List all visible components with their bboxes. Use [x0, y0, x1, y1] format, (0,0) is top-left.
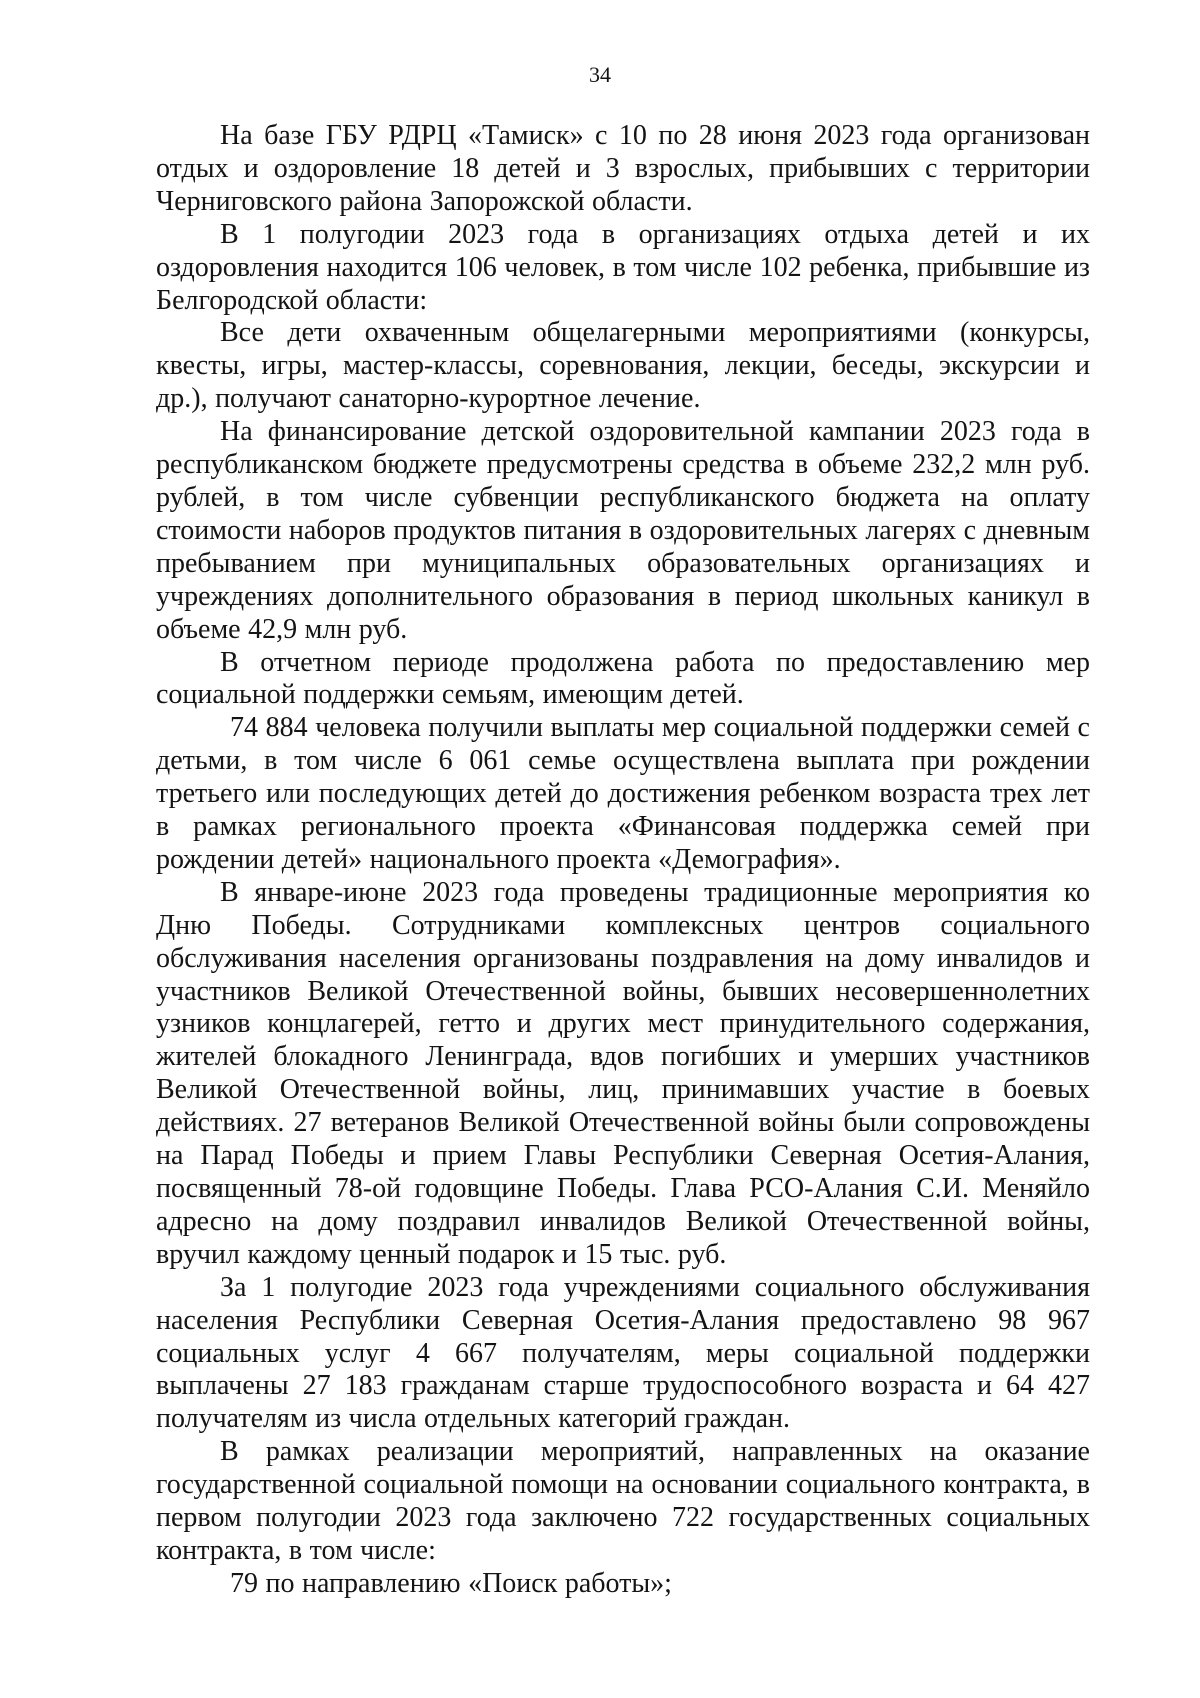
paragraph-tamisk-recreation: На базе ГБУ РДРЦ «Тамиск» с 10 по 28 июня 2023 года организован отдых и оздоровление 18 детей и 3 взрослых, прибывших с территории Черниговского района Запорожской области.: [156, 120, 1090, 217]
document-body: [156, 120, 1090, 1601]
paragraph-campaign-financing: На финансирование детской оздоровительной кампании 2023 года в республиканском бюджете предусмотрены средства в объеме 232,2 млн руб. рублей, в том числе субвенции республиканского бюджета на оплату стоимости наборов продуктов питания в оздоровительных лагерях с дневным пребыванием при муниципальных образовательных организациях и учреждениях дополнительного образования в период школьных каникул в объеме 42,9 млн руб.: [156, 416, 1090, 645]
paragraph-family-support: В отчетном периоде продолжена работа по предоставлению мер социальной поддержки семьям, имеющим детей.: [156, 646, 1090, 711]
paragraph-social-services: За 1 полугодие 2023 года учреждениями социального обслуживания населения Республики Северная Осетия-Алания предоставлено 98 967 социальных услуг 4 667 получателям, меры социальной поддержки выплачены 27 183 гражданам старше трудоспособного возраста и 64 427 получателям из числа отдельных категорий граждан.: [156, 1271, 1090, 1435]
paragraph-camp-activities: Все дети охваченным общелагерными мероприятиями (конкурсы, квесты, игры, мастер-классы, соревнования, лекции, беседы, экскурсии и др.), получают санаторно-курортное лечение.: [156, 317, 1090, 415]
paragraph-job-search: 79 по направлению «Поиск работы»;: [230, 1567, 672, 1599]
paragraph-first-half-camps: В 1 полугодии 2023 года в организациях отдыха детей и их оздоровления находится 106 человек, в том числе 102 ребенка, прибывшие из Белгородской области:: [156, 218, 1090, 316]
paragraph-victory-day: В январе-июне 2023 года проведены традиционные мероприятия ко Дню Победы. Сотрудниками комплексных центров социального обслуживания населения организованы поздравления на дому инвалидов и участников Великой Отечественной войны, бывших несовершеннолетних узников концлагерей, гетто и других мест принудительного содержания, жителей блокадного Ленинграда, вдов погибших и умерших участников Великой Отечественной войны, лиц, принимавших участие в боевых действиях. 27 ветеранов Великой Отечественной войны были сопровождены на Парад Победы и прием Главы Республики Северная Осетия-Алания, посвященный 78-ой годовщине Победы. Глава РСО-Алания С.И. Меняйло адресно на дому поздравил инвалидов Великой Отечественной войны, вручил каждому ценный подарок и 15 тыс. руб.: [156, 876, 1090, 1270]
paragraph-payments: 74 884 человека получили выплаты мер социальной поддержки семей с детьми, в том числе 6 061 семье осуществлена выплата при рождении третьего или последующих детей до достижения ребенком возраста трех лет в рамках регионального проекта «Финансовая поддержка семей при рождении детей» национального проекта «Демография».: [156, 712, 1090, 875]
page-number: 34: [589, 62, 611, 87]
paragraph-social-contracts: В рамках реализации мероприятий, направленных на оказание государственной социальной помощи на основании социального контракта, в первом полугодии 2023 года заключено 722 государственных социальных контракта, в том числе:: [156, 1436, 1090, 1566]
